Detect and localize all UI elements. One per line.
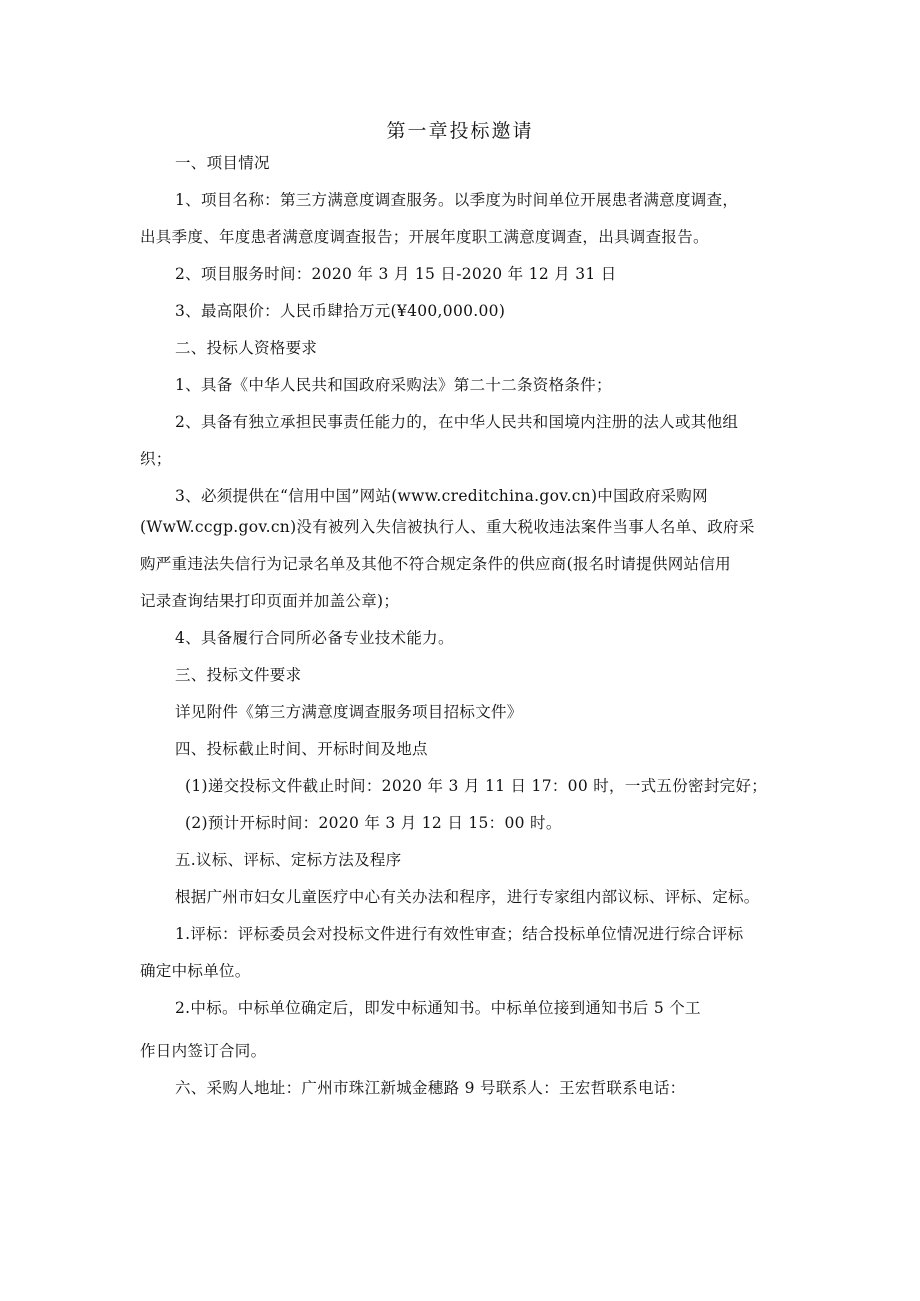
- paragraph-line: 2、具备有独立承担民事责任能力的，在中华人民共和国境内注册的法人或其他组: [175, 413, 739, 431]
- paragraph-line: (1)递交投标文件截止时间：2020 年 3 月 11 日 17：00 时，一式五份密封完好；: [185, 777, 768, 795]
- paragraph-line: 3、必须提供在“信用中国”网站(www.creditchina.gov.cn)中国政府采购网: [175, 487, 708, 505]
- section-heading-deadline: 四、投标截止时间、开标时间及地点: [175, 740, 428, 758]
- paragraph-line: 3、最高限价：人民币肆拾万元(¥400,000.00): [175, 302, 506, 320]
- paragraph-line: 织；: [140, 450, 172, 468]
- paragraph-line: 出具季度、年度患者满意度调查报告；开展年度职工满意度调查，出具调查报告。: [140, 228, 709, 246]
- paragraph-line: 1.评标：评标委员会对投标文件进行有效性审查；结合投标单位情况进行综合评标: [175, 925, 744, 943]
- page-title: 第一章投标邀请: [386, 120, 534, 142]
- paragraph-line: 购严重违法失信行为记录名单及其他不符合规定条件的供应商(报名时请提供网站信用: [140, 555, 731, 573]
- paragraph-line: 根据广州市妇女儿童医疗中心有关办法和程序，进行专家组内部议标、评标、定标。: [175, 888, 760, 906]
- paragraph-line: 1、项目名称：第三方满意度调查服务。以季度为时间单位开展患者满意度调查，: [175, 191, 739, 209]
- paragraph-line: 确定中标单位。: [140, 962, 251, 980]
- section-heading-bid-docs: 三、投标文件要求: [175, 666, 302, 684]
- section-heading-purchaser: 六、采购人地址：广州市珠江新城金穗路 9 号联系人：王宏哲联系电话：: [175, 1079, 686, 1097]
- paragraph-line: (2)预计开标时间：2020 年 3 月 12 日 15：00 时。: [185, 814, 562, 832]
- paragraph-line: 2.中标。中标单位确定后，即发中标通知书。中标单位接到通知书后 5 个工: [175, 999, 701, 1017]
- paragraph-line: (WwW.ccgp.gov.cn)没有被列入失信被执行人、重大税收违法案件当事人名单、政府采: [140, 518, 755, 536]
- section-heading-qualification: 二、投标人资格要求: [175, 339, 318, 357]
- paragraph-line: 详见附件《第三方满意度调查服务项目招标文件》: [175, 703, 523, 721]
- section-heading-evaluation: 五.议标、评标、定标方法及程序: [175, 851, 402, 869]
- section-heading-project: 一、项目情况: [175, 154, 270, 172]
- paragraph-line: 1、具备《中华人民共和国政府采购法》第二十二条资格条件；: [175, 376, 612, 394]
- paragraph-line: 2、项目服务时间：2020 年 3 月 15 日-2020 年 12 月 31 日: [175, 265, 617, 283]
- paragraph-line: 4、具备履行合同所必备专业技术能力。: [175, 629, 454, 647]
- paragraph-line: 记录查询结果打印页面并加盖公章)；: [140, 592, 400, 610]
- paragraph-line: 作日内签订合同。: [140, 1042, 267, 1060]
